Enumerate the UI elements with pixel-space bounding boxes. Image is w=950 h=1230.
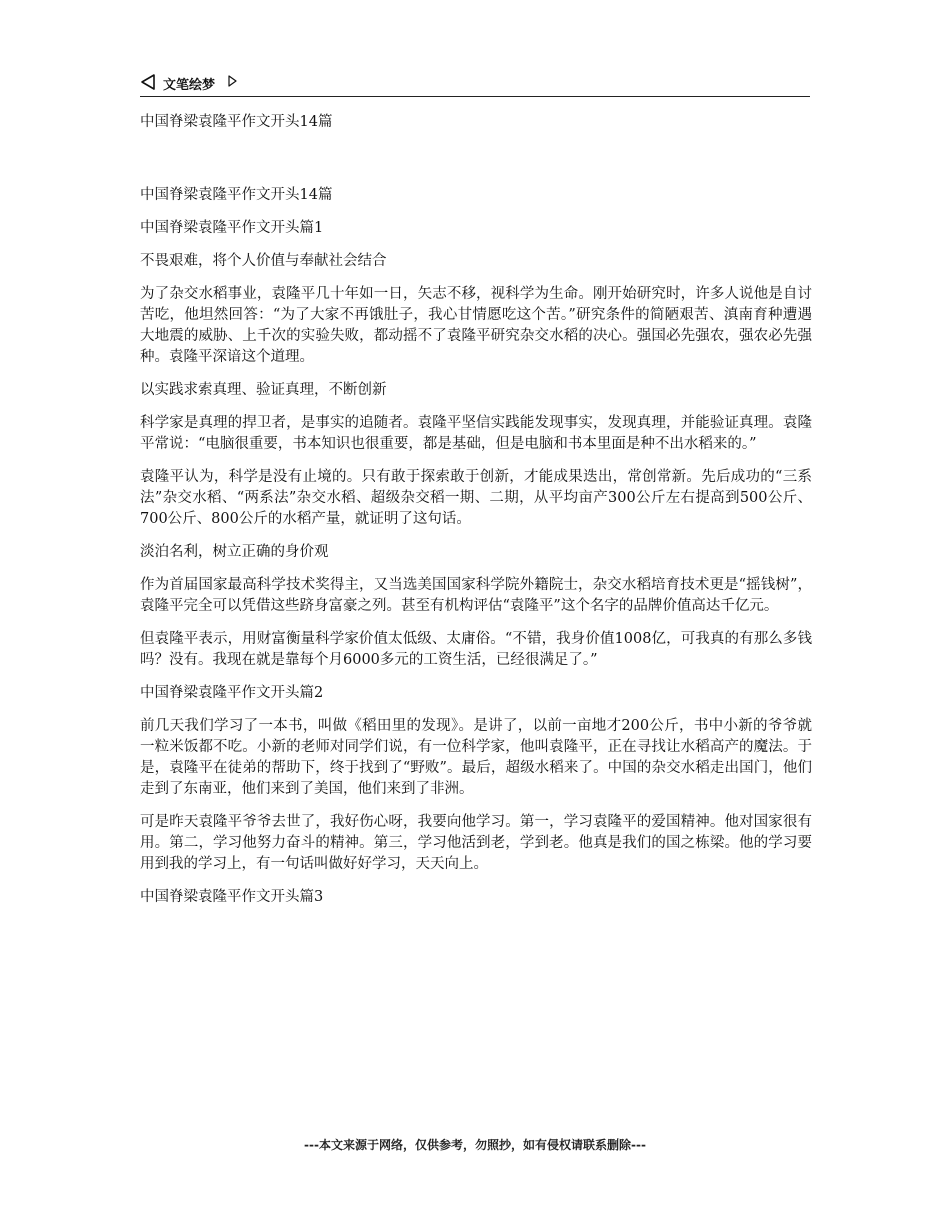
- play-triangle-icon[interactable]: [227, 75, 237, 87]
- body-paragraph: 可是昨天袁隆平爷爷去世了，我好伤心呀，我要向他学习。第一，学习袁隆平的爱国精神。他对国家很有用。第二，学习他努力奋斗的精神。第三，学习他活到老，学到老。他真是我们的国之栋梁。他的学习要用到我的学习上，有一句话叫做好好学习，天天向上。: [140, 814, 812, 872]
- body-paragraph: 作为首届国家最高科学技术奖得主，又当选美国国家科学院外籍院士，杂交水稻培育技术更是“摇钱树”，袁隆平完全可以凭借这些跻身富豪之列。甚至有机构评估“袁隆平”这个名字的品牌价值高达千亿元。: [140, 577, 812, 614]
- page-header: [140, 72, 810, 97]
- body-paragraph: 袁隆平认为，科学是没有止境的。只有敢于探索敢于创新，才能成果迭出，常创常新。先后成功的“三系法”杂交水稻、“两系法”杂交水稻、超级杂交稻一期、二期，从平均亩产300公斤左右提高到500公斤、700公斤、800公斤的水稻产量，就证明了这句话。: [140, 469, 812, 527]
- brand-name: 文笔绘梦: [163, 78, 216, 93]
- section-heading: 中国脊梁袁隆平作文开头篇3: [140, 889, 324, 905]
- document-body: [140, 112, 812, 920]
- subheading: 不畏艰难，将个人价值与奉献社会结合: [140, 253, 387, 269]
- back-triangle-icon[interactable]: [140, 73, 156, 91]
- body-paragraph: 但袁隆平表示，用财富衡量科学家价值太低级、太庸俗。“不错，我身价值1008亿，可我真的有那么多钱吗？没有。我现在就是靠每个月6000多元的工资生活，已经很满足了。”: [140, 631, 812, 668]
- subheading: 淡泊名利，树立正确的身价观: [140, 544, 329, 560]
- body-paragraph: 科学家是真理的捍卫者，是事实的追随者。袁隆平坚信实践能发现事实，发现真理，并能验证真理。袁隆平常说：“电脑很重要，书本知识也很重要，都是基础，但是电脑和书本里面是种不出水稻来的。”: [140, 415, 812, 452]
- section-heading: 中国脊梁袁隆平作文开头篇1: [140, 220, 324, 236]
- body-paragraph: 为了杂交水稻事业，袁隆平几十年如一日，矢志不移，视科学为生命。刚开始研究时，许多人说他是自讨苦吃，他坦然回答：“为了大家不再饿肚子，我心甘情愿吃这个苦。”研究条件的简陋艰苦、滇南育种遭遇大地震的威胁、上千次的实验失败，都动摇不了袁隆平研究杂交水稻的决心。强国必先强农，强农必先强种。袁隆平深谙这个道理。: [140, 286, 812, 365]
- subheading: 以实践求索真理、验证真理，不断创新: [140, 382, 387, 398]
- footer-notice: ---本文来源于网络，仅供参考，勿照抄，如有侵权请联系删除---: [304, 1138, 646, 1152]
- document-title: 中国脊梁袁隆平作文开头14篇: [140, 114, 333, 130]
- body-paragraph: 前几天我们学习了一本书，叫做《稻田里的发现》。是讲了，以前一亩地才200公斤，书中小新的爷爷就一粒米饭都不吃。小新的老师对同学们说，有一位科学家，他叫袁隆平，正在寻找让水稻高产的魔法。于是，袁隆平在徒弟的帮助下，终于找到了“野败”。最后，超级水稻来了。中国的杂交水稻走出国门，他们走到了东南亚，他们来到了美国，他们来到了非洲。: [140, 718, 812, 797]
- paragraph-heading: 中国脊梁袁隆平作文开头14篇: [140, 187, 333, 203]
- section-heading: 中国脊梁袁隆平作文开头篇2: [140, 685, 324, 701]
